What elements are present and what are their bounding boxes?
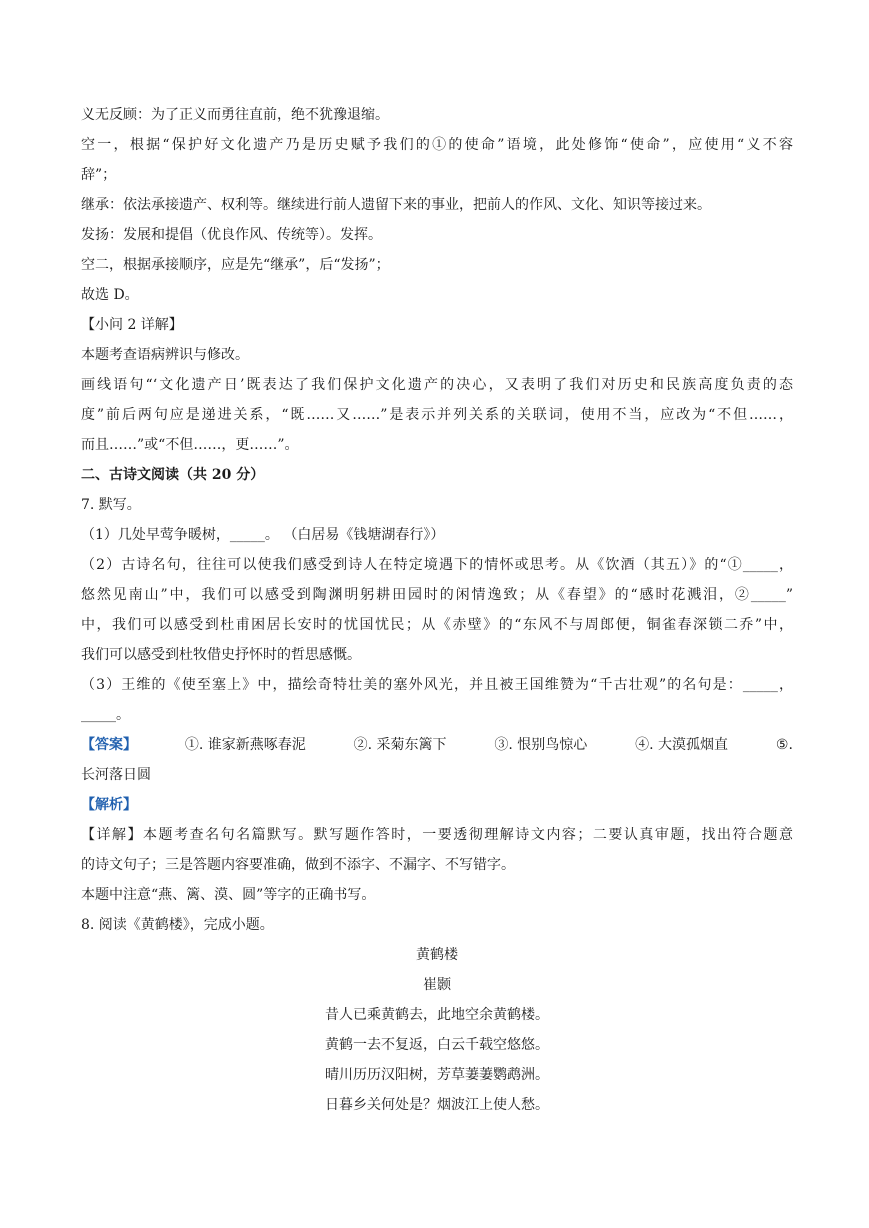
answer-row: [81, 730, 793, 760]
poem-line: 昔人已乘黄鹤去，此地空余黄鹤楼。: [325, 1007, 549, 1023]
text-line: _____。: [81, 707, 130, 723]
text-line: 继承：依法承接遗产、权利等。继续进行前人遗留下来的事业，把前人的作风、文化、知识等接过来。: [81, 197, 711, 213]
question-8-title: 8. 阅读《黄鹤楼》，完成小题。: [81, 917, 274, 933]
text-line: 画线语句“‘文化遗产日’既表达了我们保护文化遗产的决心，又表明了我们对历史和民族高度负责的态: [81, 377, 793, 393]
answer-item: ①. 谁家新燕啄春泥: [184, 737, 306, 753]
analysis-label: 【解析】: [81, 797, 137, 813]
text-line: 义无反顾：为了正义而勇往直前，绝不犹豫退缩。: [81, 107, 389, 123]
answer-continuation: 长河落日圆: [81, 767, 151, 783]
question-7-part-2: （2）古诗名句，往往可以使我们感受到诗人在特定境遇下的情怀或思考。从《饮酒（其五）》的“①_____，: [81, 557, 793, 573]
poem-line: 晴川历历汉阳树，芳草萋萋鹦鹉洲。: [325, 1067, 549, 1083]
text-line: 中，我们可以感受到杜甫困居长安时的忧国忧民；从《赤壁》的“东风不与周郎便，铜雀春深锁二乔”中，: [81, 617, 793, 633]
question-7-part-3: （3）王维的《使至塞上》中，描绘奇特壮美的塞外风光，并且被王国维赞为“千古壮观”的名句是：_____，: [81, 677, 793, 693]
analysis-text: 【详解】本题考查名句名篇默写。默写题作答时，一要透彻理解诗文内容；二要认真审题，找出符合题意: [81, 827, 793, 843]
poem-line: 日暮乡关何处是？烟波江上使人愁。: [325, 1097, 549, 1113]
poem-author: 崔颢: [423, 977, 451, 993]
question-7-part-1: （1）几处早莺争暖树，_____。 （白居易《钱塘湖春行》）: [81, 527, 445, 543]
text-line: 度”前后两句应是递进关系，“既……又……”是表示并列关系的关联词，使用不当，应改为“不但……，: [81, 407, 793, 423]
text-line: 发扬：发展和提倡（优良作风、传统等）。发挥。: [81, 227, 382, 243]
answer-item: ⑤.: [775, 737, 793, 753]
text-line: 本题考查语病辨识与修改。: [81, 347, 249, 363]
text-line: 而且……”或“不但……，更……”。: [81, 437, 299, 453]
poem-title: 黄鹤楼: [416, 947, 458, 963]
text-line: 空二，根据承接顺序，应是先“继承”，后“发扬”；: [81, 257, 390, 273]
document-page: [81, 100, 793, 1120]
text-line: 我们可以感受到杜牧借史抒怀时的哲思感慨。: [81, 647, 361, 663]
question-7-title: 7. 默写。: [81, 497, 141, 513]
section-heading: 二、古诗文阅读（共 20 分）: [81, 467, 265, 483]
answer-item: ②. 采菊东篱下: [353, 737, 447, 753]
analysis-text: 本题中注意“燕、篱、漠、圆”等字的正确书写。: [81, 887, 376, 903]
answer-item: ④. 大漠孤烟直: [635, 737, 729, 753]
poem-line: 黄鹤一去不复返，白云千载空悠悠。: [325, 1037, 549, 1053]
text-line: 故选 D。: [81, 287, 139, 303]
answer-label: 【答案】: [81, 737, 137, 753]
analysis-text: 的诗文句子；三是答题内容要准确，做到不添字、不漏字、不写错字。: [81, 857, 515, 873]
text-line: 空一，根据“保护好文化遗产乃是历史赋予我们的①的使命”语境，此处修饰“使命”，应使用“义不容: [81, 137, 793, 153]
text-line: 悠然见南山”中，我们可以感受到陶渊明躬耕田园时的闲情逸致；从《春望》的“感时花溅泪，②_____”: [81, 587, 793, 603]
subquestion-heading: 【小问 2 详解】: [81, 317, 183, 333]
text-line: 辞”；: [81, 167, 117, 183]
answer-item: ③. 恨别鸟惊心: [494, 737, 588, 753]
